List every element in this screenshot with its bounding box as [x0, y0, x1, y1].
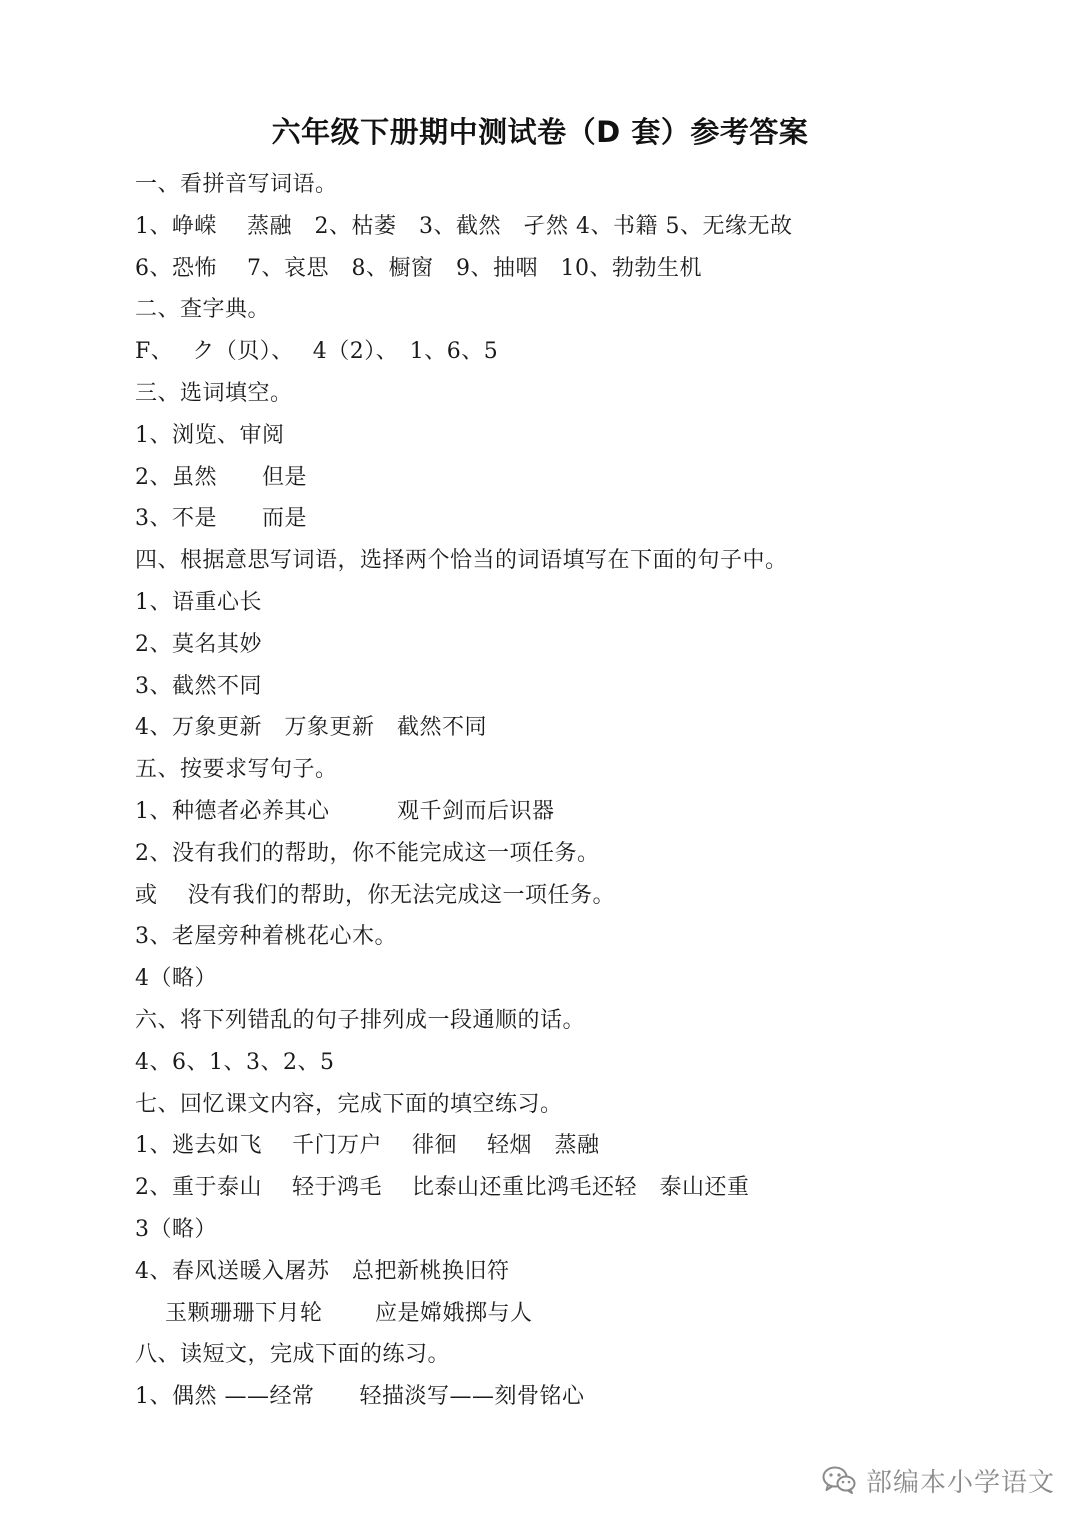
answer-line: F、 ク（贝）、 4（2）、 1、6、5: [135, 339, 499, 365]
answer-line: 4、6、1、3、2、5: [135, 1049, 335, 1075]
answer-line: 1、逃去如飞 千门万户 徘徊 轻烟 蒸融: [135, 1133, 600, 1159]
answer-line: 2、没有我们的帮助，你不能完成这一项任务。: [135, 840, 600, 866]
section-heading-3: 三、选词填空。: [135, 380, 293, 406]
answer-line: 玉颗珊珊下月轮 应是嫦娥掷与人: [135, 1300, 533, 1326]
answer-line: 1、峥嵘 蒸融 2、枯萎 3、截然 孑然 4、书籍 5、无缘无故: [135, 213, 793, 239]
answer-line: 3、老屋旁种着桃花心木。: [135, 924, 397, 950]
section-heading-5: 五、按要求写句子。: [135, 757, 338, 783]
answer-line: 1、种德者必养其心 观千剑而后识器: [135, 798, 555, 824]
answer-line: 2、虽然 但是: [135, 464, 307, 490]
watermark: [822, 1458, 1055, 1502]
section-heading-6: 六、将下列错乱的句子排列成一段通顺的话。: [135, 1007, 586, 1033]
answer-line: 4、春风送暖入屠苏 总把新桃换旧符: [135, 1258, 510, 1284]
answer-line: 2、重于泰山 轻于鸿毛 比泰山还重比鸿毛还轻 泰山还重: [135, 1175, 750, 1201]
answer-line: 1、浏览、审阅: [135, 422, 285, 448]
answer-line: 或 没有我们的帮助，你无法完成这一项任务。: [135, 882, 615, 908]
answer-content: [135, 164, 1035, 1418]
answer-line: 4（略）: [135, 966, 217, 992]
answer-line: 2、莫名其妙: [135, 631, 262, 657]
answer-line: 4、万象更新 万象更新 截然不同: [135, 715, 487, 741]
section-heading-4: 四、根据意思写词语，选择两个恰当的词语填写在下面的句子中。: [135, 548, 788, 574]
section-heading-1: 一、看拼音写词语。: [135, 172, 338, 197]
watermark-text: 部编本小学语文: [866, 1467, 1056, 1498]
section-heading-7: 七、回忆课文内容，完成下面的填空练习。: [135, 1091, 563, 1117]
page-title: 六年级下册期中测试卷（D 套）参考答案: [271, 115, 809, 149]
answer-line: 3（略）: [135, 1216, 217, 1242]
section-heading-2: 二、查字典。: [135, 297, 271, 323]
answer-line: 3、截然不同: [135, 673, 262, 699]
answer-line: 6、恐怖 7、哀思 8、橱窗 9、抽咽 10、勃勃生机: [135, 255, 702, 281]
answer-line: 1、语重心长: [135, 589, 262, 615]
answer-line: 1、偶然 ——经常 轻描淡写——刻骨铭心: [135, 1384, 585, 1410]
section-heading-8: 八、读短文，完成下面的练习。: [135, 1342, 451, 1368]
answer-line: 3、不是 而是: [135, 506, 307, 532]
wechat-icon: [822, 1466, 856, 1494]
